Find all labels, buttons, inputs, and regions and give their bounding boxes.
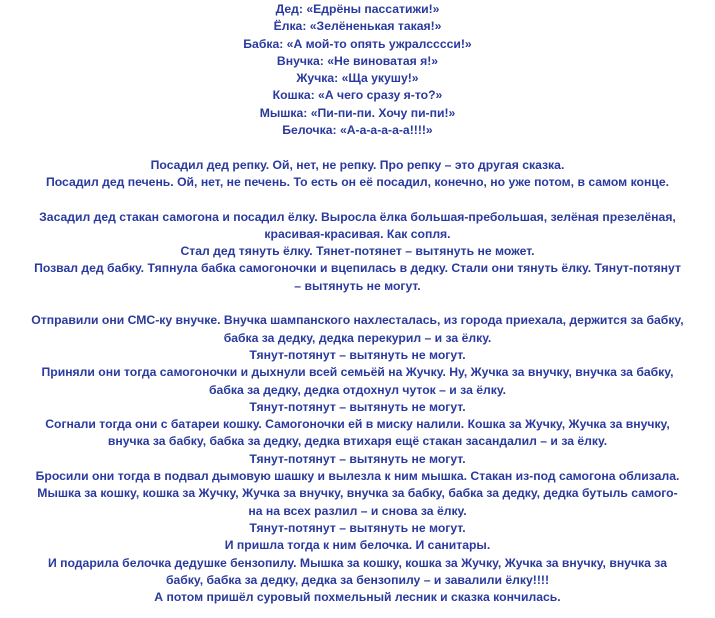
text-line: Стал дед тянуть ёлку. Тянет-потянет – вытянуть не может.	[180, 244, 535, 259]
text-line: И пришла тогда к ним белочка. И санитары.	[224, 538, 491, 553]
cast-line: Мышка: «Пи-пи-пи. Хочу пи-пи!»	[259, 105, 456, 120]
paragraph-gap	[0, 295, 715, 312]
text-line: Тянут-потянут – вытянуть не могут.	[249, 451, 466, 466]
text-line: Засадил дед стакан самогона и посадил ёлку. Выросла ёлка большая-пребольшая, зелёная презелёная,	[39, 209, 676, 224]
text-line: Тянут-потянут – вытянуть не могут.	[249, 399, 466, 414]
second-part	[0, 312, 715, 606]
text-line: Тянут-потянут – вытянуть не могут.	[249, 347, 466, 362]
intro-paragraph	[0, 157, 715, 192]
text-line: красивая-красивая. Как сопля.	[264, 226, 451, 241]
text-line: внучка за бабку, бабка за дедку, дедка втихаря ещё стакан засандалил – и за ёлку.	[107, 434, 608, 449]
paragraph-gap	[0, 191, 715, 208]
text-line: Мышка за кошку, кошка за Жучку, Жучка за внучку, внучка за бабку, бабка за дедку, дедка бутыль самого-	[37, 486, 678, 501]
text-line: Бросили они тогда в подвал дымовую шашку и вылезла к ним мышка. Стакан из-под самогона облизала.	[35, 469, 680, 484]
text-line: бабку, бабка за дедку, дедка за бензопилу – и завалили ёлку!!!!	[165, 572, 550, 587]
cast-line: Внучка: «Не виноватая я!»	[276, 53, 439, 68]
text-line: А потом пришёл суровый похмельный лесник и сказка кончилась.	[154, 590, 561, 605]
text-line: Посадил дед репку. Ой, нет, не репку. Про репку – это другая сказка.	[150, 157, 565, 172]
text-line: Тянут-потянут – вытянуть не могут.	[249, 520, 466, 535]
text-line: бабка за дедку, дедка перекурил – и за ёлку.	[223, 330, 492, 345]
text-line: Согнали тогда они с батареи кошку. Самогоночки ей в миску налили. Кошка за Жучку, Жучка за внучку,	[45, 417, 670, 432]
text-line: И подарила белочка дедушке бензопилу. Мышка за кошку, кошка за Жучку, Жучка за внучку, внучка за	[48, 555, 667, 570]
text-line: бабка за дедку, дедка отдохнул чуток – и за ёлку.	[209, 382, 506, 397]
cast-line: Дед: «Едрёны пассатижи!»	[275, 2, 440, 16]
cast-list	[0, 1, 715, 139]
cast-line: Ёлка: «Зелёненькая такая!»	[273, 19, 442, 34]
cast-line: Жучка: «Ща укушу!»	[296, 71, 419, 86]
text-line: на на всех разлил – и снова за ёлку.	[248, 503, 467, 518]
text-line: Посадил дед печень. Ой, нет, не печень. То есть он её посадил, конечно, но уже потом, в самом конце.	[46, 174, 669, 189]
text-line: Отправили они СМС-ку внучке. Внучка шампанского нахлесталась, из города приехала, держится за бабку,	[31, 313, 684, 328]
cast-line: Белочка: «А-а-а-а-а-а!!!!»	[282, 123, 433, 138]
text-line: Позвал дед бабку. Тяпнула бабка самогоночки и вцепилась в дедку. Стали они тянуть ёлку. Тянут-потянут	[34, 261, 681, 276]
text-line: – вытянуть не могут.	[294, 278, 421, 293]
paragraph-gap	[0, 139, 715, 156]
first-part	[0, 209, 715, 295]
cast-line: Кошка: «А чего сразу я-то?»	[272, 88, 443, 103]
cast-line: Бабка: «А мой-то опять ужралсссси!»	[243, 36, 472, 51]
text-line: Приняли они тогда самогоночки и дыхнули всей семьёй на Жучку. Ну, Жучка за внучку, внучка за бабку,	[41, 365, 674, 380]
